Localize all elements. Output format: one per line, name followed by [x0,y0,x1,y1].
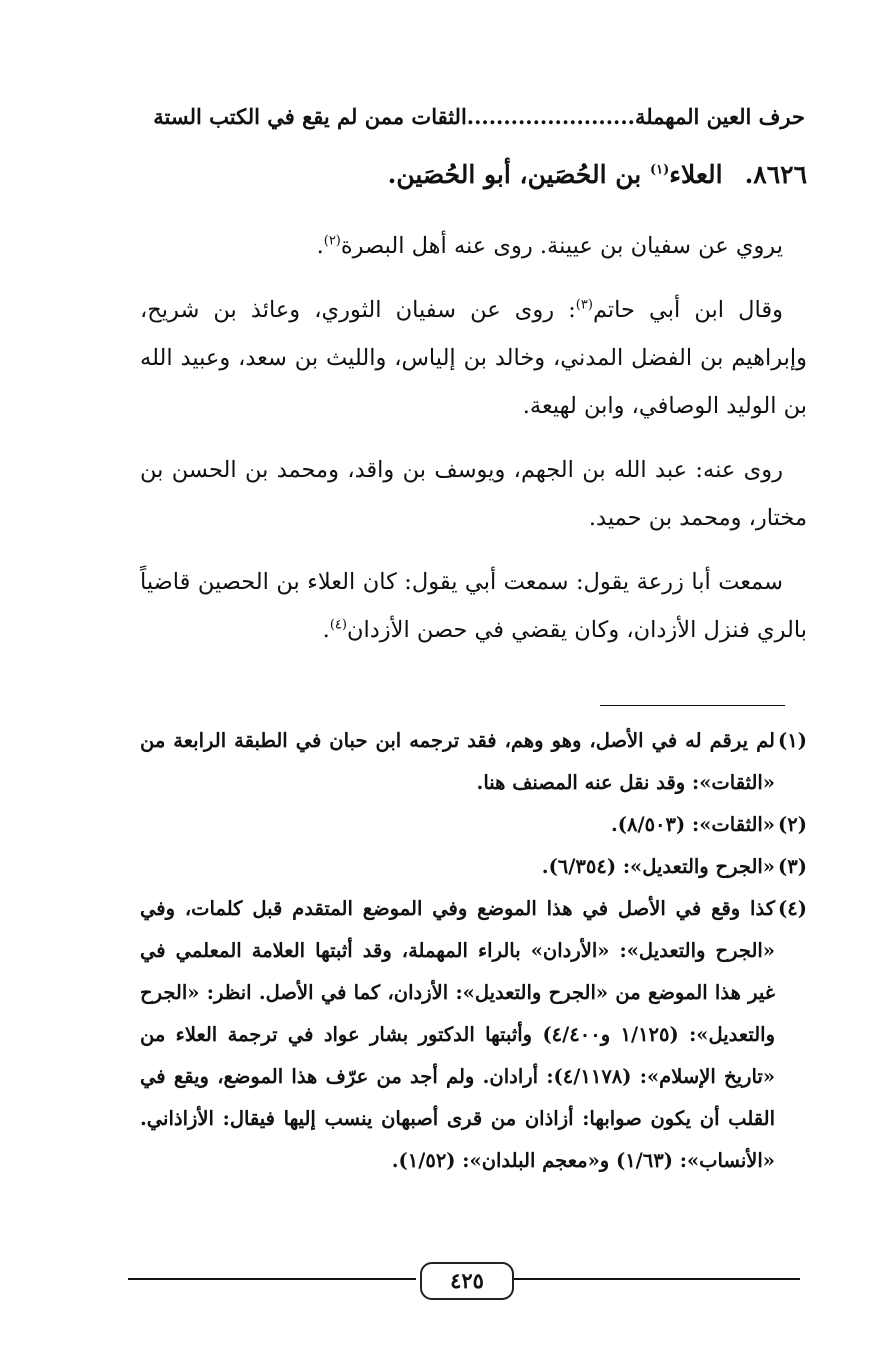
paragraph-4-end: . [322,617,330,643]
footnote-3 [140,846,807,888]
footnote-text: «الثقات»: (٨/٥٠٣). [610,813,775,836]
footnote-ref-3[interactable]: (٣) [575,297,593,313]
footnote-1 [140,720,807,804]
entry-number: ٨٦٢٦. [744,160,807,189]
paragraph-4-text: سمعت أبا زرعة يقول: سمعت أبي يقول: كان العلاء بن الحصين قاضياً بالري فنزل الأزدان، وكان يقضي في حصن الأزدان [140,569,807,643]
paragraph-2-text-a: وقال ابن أبي حاتم [592,297,783,323]
page-number: ٤٢٥ [420,1262,514,1300]
footnote-mark: (٢) [778,813,807,836]
bottom-rule-right [512,1278,800,1280]
footnotes [140,720,807,1182]
running-head-text: حرف العين المهملة.......................الثقات ممن لم يقع في الكتب الستة [153,104,805,129]
footnote-ref-2[interactable]: (٢) [323,233,341,249]
footnote-text: كذا وقع في الأصل في هذا الموضع وفي الموضع المتقدم قبل كلمات، وفي «الجرح والتعديل»: «الأردان» بالراء المهملة، وقد أثبتها العلامة المعلمي في غير هذا الموضع من «الجرح والتعديل»: الأزدان، كما في الأصل. انظر: «الجرح والتعديل»: (١/١٢٥ و٤/٤٠٠) وأثبتها الدكتور بشار عواد في ترجمة العلاء من «تاريخ الإسلام»: (٤/١١٧٨): أرادان. ولم أجد من عرّف هذا الموضع، ويقع في القلب أن يكون صوابها: أزاذان من قرى أصبهان ينسب إليها فيقال: الأزاذاني. «الأنساب»: (١/٦٣) و«معجم البلدان»: (١/٥٢). [140,897,776,1172]
footnote-ref-1[interactable]: (١) [649,162,670,178]
entry-heading [140,160,807,189]
paragraph-1-end: . [316,233,324,259]
entry-name: العلاء [669,160,723,189]
paragraph-2-text-b: : روى عن سفيان الثوري، وعائذ بن شريح، وإبراهيم بن الفضل المدني، وخالد بن إلياس، والليث بن سعد، وعبيد الله بن الوليد الوصافي، وابن لهيعة. [140,297,807,419]
paragraph-4 [140,558,807,654]
paragraph-1-text: يروي عن سفيان بن عيينة. روى عنه أهل البصرة [340,233,783,259]
bottom-rule-left [128,1278,416,1280]
paragraph-2 [140,286,807,430]
footnote-ref-4[interactable]: (٤) [329,617,347,633]
footnote-text: «الجرح والتعديل»: (٦/٣٥٤). [541,855,775,878]
footnote-text: لم يرقم له في الأصل، وهو وهم، فقد ترجمه ابن حبان في الطبقة الرابعة من «الثقات»: وقد نقل عنه المصنف هنا. [140,729,775,794]
running-head [140,104,805,129]
footnote-mark: (٣) [778,855,807,878]
footnote-separator [600,705,785,706]
paragraph-3: روى عنه: عبد الله بن الجهم، ويوسف بن واقد، ومحمد بن الحسن بن مختار، ومحمد بن حميد. [140,457,807,531]
footnote-4 [140,888,807,1182]
footnote-mark: (٤) [778,897,807,920]
entry-body [140,222,807,670]
footnote-mark: (١) [778,729,807,752]
paragraph-1 [140,222,807,270]
entry-name-rest: بن الحُصَين، أبو الحُصَين. [387,160,650,189]
footnote-2 [140,804,807,846]
